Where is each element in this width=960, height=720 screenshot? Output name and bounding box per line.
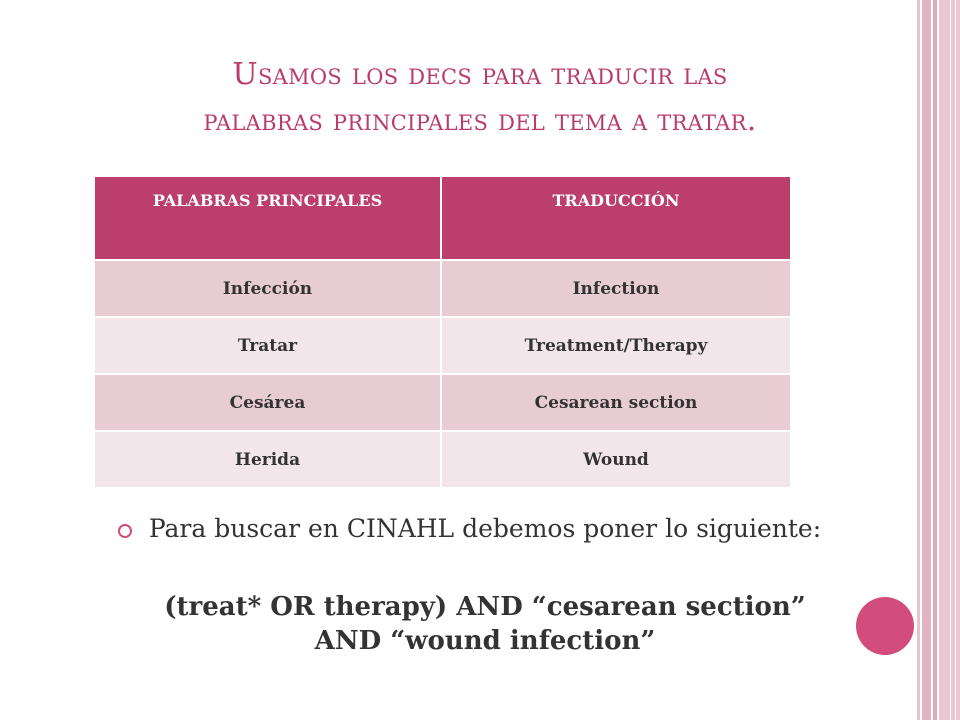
table-row	[95, 431, 790, 487]
table-cell-translation: Wound	[441, 431, 790, 487]
slide-title	[40, 52, 920, 144]
table-cell-translation: Infection	[441, 260, 790, 317]
search-query	[60, 590, 910, 658]
bullet-text: Para buscar en CINAHL debemos poner lo siguiente:	[148, 514, 822, 543]
table-row	[95, 260, 790, 317]
table-cell-term: Cesárea	[95, 374, 441, 431]
search-query-line-2: AND “wound infection”	[314, 626, 656, 656]
table-header-cell: TRADUCCIÓN	[441, 177, 790, 260]
table-header-row	[95, 177, 790, 260]
table-row	[95, 317, 790, 374]
translation-table	[95, 177, 790, 487]
search-query-line-1: (treat* OR therapy) AND “cesarean section”	[164, 592, 806, 622]
table-cell-translation: Cesarean section	[441, 374, 790, 431]
table-cell-translation: Treatment/Therapy	[441, 317, 790, 374]
table-cell-term: Herida	[95, 431, 441, 487]
decorative-stripe	[922, 0, 931, 720]
decorative-stripe-line	[950, 0, 951, 720]
decorative-stripe	[933, 0, 937, 720]
table-cell-term: Tratar	[95, 317, 441, 374]
decorative-stripe-line	[955, 0, 956, 720]
slide-title-line-1: Usamos los decs para traducir las	[232, 57, 728, 92]
table-cell-term: Infección	[95, 260, 441, 317]
table-row	[95, 374, 790, 431]
table-header-cell: PALABRAS PRINCIPALES	[95, 177, 441, 260]
slide-title-line-2: palabras principales del tema a tratar.	[203, 103, 757, 138]
